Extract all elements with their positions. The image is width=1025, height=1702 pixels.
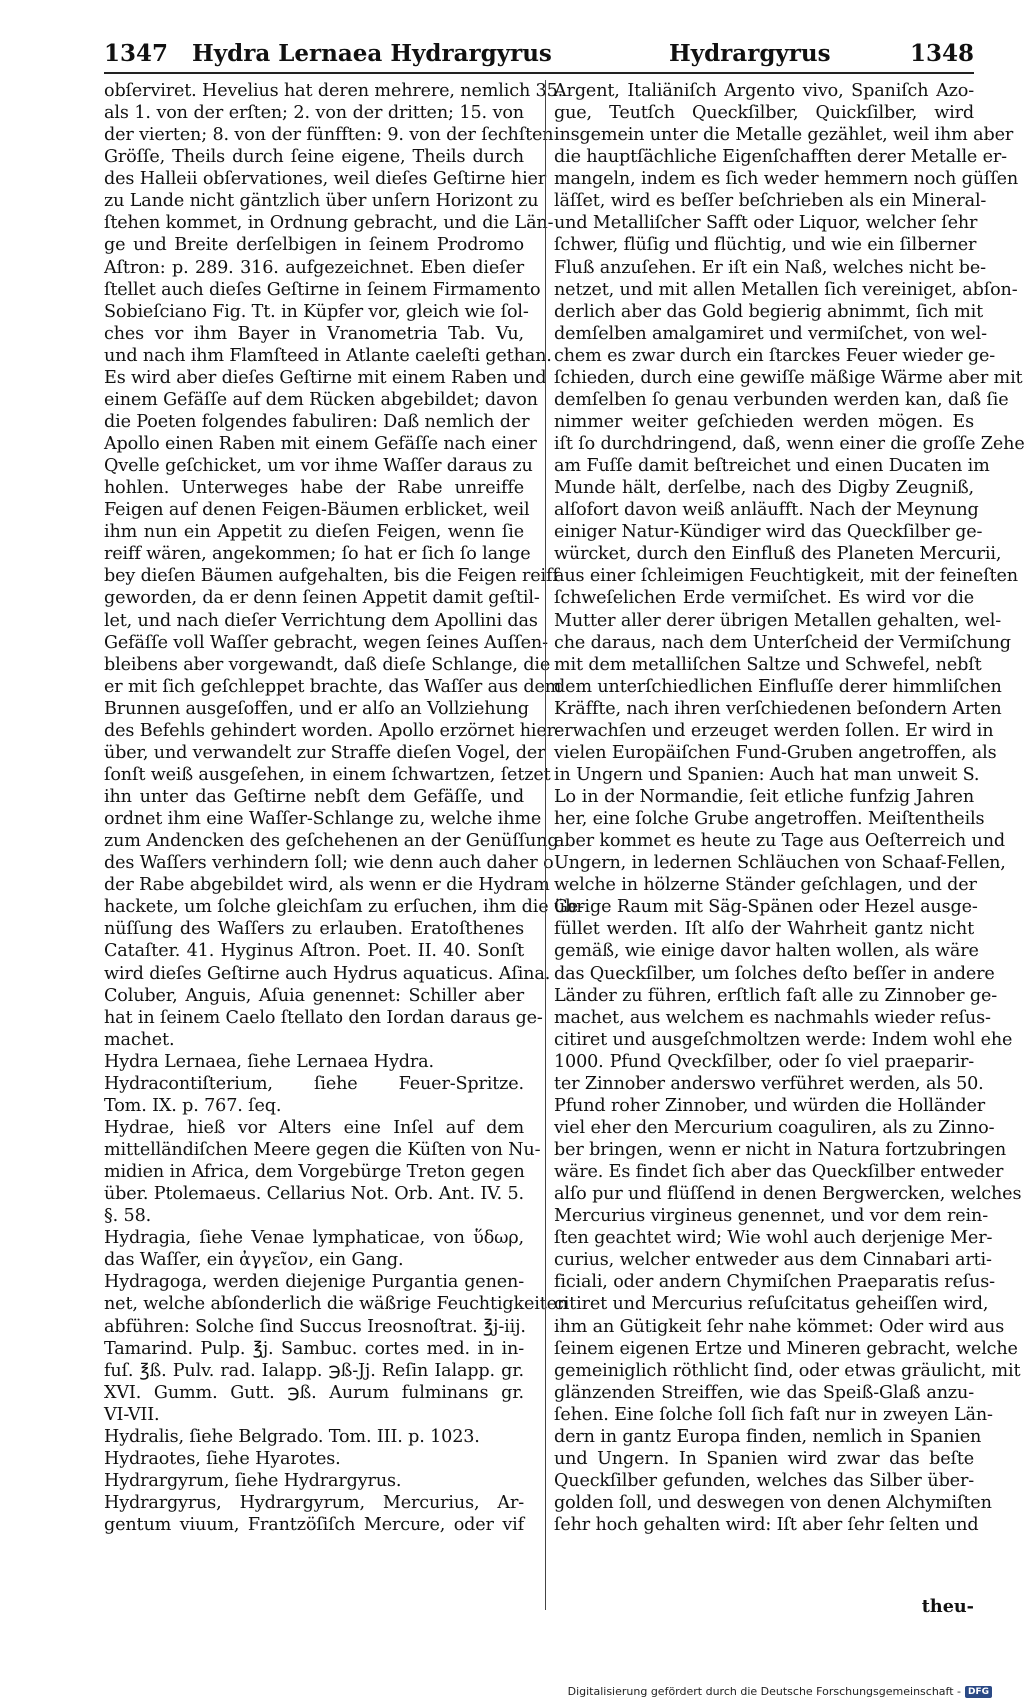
right-column-line: gemäß, wie einige davor halten wollen, als wäre <box>554 941 979 962</box>
right-column-line: gemeiniglich röthlicht ſind, oder etwas gräulicht, mit <box>554 1360 1021 1381</box>
left-column-line: und nach ihm Flamſteed in Atlante caeleſti gethan. <box>104 345 552 366</box>
left-column-line: mittelländiſchen Meere gegen die Küſten von Nu- <box>104 1140 541 1160</box>
right-column-line: ter Zinnober anderswo verführet werden, als 50. <box>554 1073 984 1094</box>
right-column-line: ber bringen, wenn er nicht in Natura fortzubringen <box>554 1140 1007 1160</box>
dfg-logo: DFG <box>965 1686 992 1698</box>
right-column-line: ſchweſelichen Erde vermiſchet. Es wird vor die <box>554 588 974 609</box>
left-column-line: VI-VII. <box>104 1404 160 1425</box>
right-column-line: ſchwer, flüſig und flüchtig, und wie ein ſilberner <box>554 235 977 256</box>
left-column-line: XVI. Gumm. Gutt. ℈ß. Aurum fulminans gr. <box>104 1382 524 1403</box>
right-column-line: curius, welcher entweder aus dem Cinnabari arti- <box>554 1250 992 1271</box>
right-column-line: Ungern, in ledernen Schläuchen von Schaaf-Fellen, <box>554 853 1006 874</box>
left-column-line: fuſ. ℥ß. Pulv. rad. Ialapp. ℈ß-Jj. Reſin Ialapp. gr. <box>104 1360 524 1381</box>
right-column-line: chem es zwar durch ein ſtarckes Feuer wieder ge- <box>554 345 996 366</box>
right-column-line: ſehen. Eine ſolche ſoll ſich faſt nur in zweyen Län- <box>554 1404 993 1425</box>
left-column-line: die Poeten folgendes fabuliren: Daß nemlich der <box>104 411 530 432</box>
digitization-credit: Digitalisierung gefördert durch die Deutsche Forschungsgemeinschaft - <box>567 1685 961 1698</box>
left-column-line: bey dieſen Bäumen aufgehalten, bis die Feigen reiff <box>104 566 559 587</box>
left-column-line: Hydracontiſterium, ſiehe Feuer-Spritze. <box>104 1073 524 1094</box>
left-column-line: Feigen auf denen Feigen-Bäumen erblicket, weil <box>104 500 530 521</box>
right-column-line: am Fuſſe damit beſtreichet und einen Ducaten im <box>554 456 990 477</box>
right-column-line: gue, Teutſch Queckſilber, Quickſilber, wird <box>554 103 974 124</box>
left-column-line: hackete, um ſolche gleichſam zu erſuchen, ihm die Ge- <box>104 897 584 918</box>
right-column-line: läſſet, wird es beſſer beſchrieben als ein Mineral- <box>554 191 987 212</box>
left-column-line: abführen: Solche ſind Succus Ireosnoſtrat. ℥j-iij. <box>104 1316 526 1337</box>
left-column-line: wird dieſes Geſtirne auch Hydrus aquaticus. Aſina. <box>104 963 551 984</box>
right-column-line: citiret und Mercurius reſuſcitatus geheiſſen wird, <box>554 1294 989 1315</box>
left-column-line: §. 58. <box>104 1206 152 1227</box>
right-column-line: citiret und ausgeſchmoltzen werde: Indem wohl ehe <box>554 1029 1013 1050</box>
right-column-line: her, eine ſolche Grube angetroffen. Meiſtentheils <box>554 809 985 830</box>
left-column-line: let, und nach dieſer Verrichtung dem Apollini das <box>104 610 538 631</box>
right-column-line: Munde hält, derſelbe, nach des Digby Zeugniß, <box>554 478 974 499</box>
right-column-line: alſofort davon weiß anläufft. Nach der Meynung <box>554 500 979 521</box>
left-column-line: über. Ptolemaeus. Cellarius Not. Orb. Ant. IV. 5. <box>104 1184 524 1205</box>
page-header <box>104 40 974 74</box>
column-divider <box>545 80 546 1610</box>
left-column-line: Gefäſſe voll Waſſer gebracht, wegen ſeines Auſſen- <box>104 632 548 653</box>
right-column-line: aus einer ſchleimigen Feuchtigkeit, mit der feineſten <box>554 566 1018 587</box>
left-column-line: das Waſſer, ein ἀγγεῖον, ein Gang. <box>104 1250 404 1271</box>
right-column-line: machet, aus welchem es nachmahls wieder reſus- <box>554 1007 991 1028</box>
left-column-line: Hydragoga, werden diejenige Purgantia genen- <box>104 1272 524 1293</box>
right-column-line: Kräffte, nach ihren verſchiedenen beſondern Arten <box>554 698 1002 719</box>
catchword: theu- <box>921 1596 974 1617</box>
right-column-line: iſt ſo durchdringend, daß, wenn einer die groſſe Zehe <box>554 434 1025 454</box>
left-column-line: machet. <box>104 1029 175 1050</box>
left-column-line: net, welche abſonderlich die wäßrige Feuchtigkeiten <box>104 1294 569 1315</box>
left-column-line: nüſſung des Waſſers zu erlauben. Eratoſthenes <box>104 919 524 940</box>
right-column-line: che daraus, nach dem Unterſcheid der Vermiſchung <box>554 632 1011 653</box>
header-left <box>104 40 552 67</box>
left-column-line: der vierten; 8. von der fünfften: 9. von der ſechſten <box>104 125 554 146</box>
left-column-line: ge und Breite derſelbigen in ſeinem Prodromo <box>104 235 524 256</box>
right-column-line: Pfund roher Zinnober, und würden die Holländer <box>554 1095 986 1116</box>
right-column-line: dem unterſchiedlichen Einfluſſe derer himmliſchen <box>554 676 1002 697</box>
left-column-line: ihm nun ein Appetit zu dieſen Feigen, wenn ſie <box>104 522 524 543</box>
left-column-line: geworden, da er denn ſeinen Appetit damit geſtil- <box>104 588 540 609</box>
left-column-line: ches vor ihm Bayer in Vranometria Tab. Vu, <box>104 323 524 344</box>
left-column-line: ſtellet auch dieſes Geſtirne in ſeinem Firmamento <box>104 279 541 300</box>
left-running-title: Hydra Lernaea Hydrargyrus <box>192 40 552 67</box>
right-column-line: und Metalliſcher Safft oder Liquor, welcher ſehr <box>554 213 978 234</box>
right-column-line: golden ſoll, und deswegen von denen Alchymiſten <box>554 1493 992 1513</box>
left-column-line: Hydraotes, ſiehe Hyarotes. <box>104 1448 341 1469</box>
left-column-line: Hydrae, hieß vor Alters eine Inſel auf dem <box>104 1117 524 1138</box>
right-column-line: 1000. Pfund Qveckſilber, oder ſo viel praeparir- <box>554 1051 974 1072</box>
left-column-line: zum Andencken des geſchehenen an der Genüſſung <box>104 831 559 852</box>
left-column-line: des Halleii obſervationes, weil dieſes Geſtirne hier <box>104 169 547 190</box>
right-column-line: Argent, Italiäniſch Argento vivo, Spaniſch Azo- <box>554 81 974 101</box>
right-column-line: das Queckſilber, um ſolches deſto beſſer in andere <box>554 963 995 984</box>
right-page-number: 1348 <box>909 40 974 67</box>
left-column-line: zu Lande nicht gäntzlich über unſern Horizont zu <box>104 191 539 212</box>
right-column-line: alſo pur und flüſſend in denen Bergwercken, welches <box>554 1184 1022 1205</box>
left-column-line: Hydragia, ſiehe Venae lymphaticae, von ὕδωρ, <box>104 1228 524 1249</box>
right-column-line: viel eher den Mercurium coaguliren, als zu Zinno- <box>554 1117 995 1138</box>
left-column-line: des Befehls gehindert worden. Apollo erzörnet hier- <box>104 720 561 741</box>
right-column-line: und Ungern. In Spanien wird zwar das beſte <box>554 1448 974 1469</box>
left-column-line: Qvelle geſchicket, um vor ihme Waſſer daraus zu <box>104 456 533 477</box>
left-column-line: midien in Africa, dem Vorgebürge Treton gegen <box>104 1162 525 1183</box>
right-column-line: mit dem metalliſchen Saltze und Schwefel, nebſt <box>554 654 982 675</box>
left-text-column <box>104 80 584 1536</box>
right-column-line: Länder zu führen, erſtlich faſt alle zu Zinnober ge- <box>554 985 998 1006</box>
right-column-line: glänzenden Streiffen, wie das Speiß-Glaß anzu- <box>554 1382 974 1403</box>
left-column-line: Tamarind. Pulp. ℥j. Sambuc. cortes med. in in- <box>104 1338 524 1359</box>
left-column-line: der Rabe abgebildet wird, als wenn er die Hydram <box>104 875 550 896</box>
right-column-line: ſchieden, durch eine gewiſſe mäßige Wärme aber mit <box>554 367 1023 388</box>
right-column-line: ſehr hoch gehalten wird: Iſt aber ſehr ſelten und <box>554 1515 979 1536</box>
left-page-number: 1347 <box>104 40 169 67</box>
left-column-line: Tom. IX. p. 767. ſeq. <box>104 1095 282 1116</box>
left-column-line: einem Gefäſſe auf dem Rücken abgebildet; davon <box>104 389 538 410</box>
left-column-line: Es wird aber dieſes Geſtirne mit einem Raben und <box>104 367 547 388</box>
left-column-line: reiff wären, angekommen; ſo hat er ſich ſo lange <box>104 544 531 565</box>
right-column-line: ſten geachtet wird; Wie wohl auch derjenige Mer- <box>554 1228 993 1249</box>
right-column-line: die hauptſächliche Eigenſchafften derer Metalle er- <box>554 147 1007 168</box>
left-column-line: Aſtron: p. 289. 316. aufgezeichnet. Eben dieſer <box>104 257 524 278</box>
right-running-title: Hydrargyrus <box>669 40 831 67</box>
right-column-line: würcket, durch den Einfluß des Planeten Mercurii, <box>554 544 1002 565</box>
page-footer <box>568 1685 992 1698</box>
left-column-line: bleibens aber vorgewandt, daß dieſe Schlange, die <box>104 654 551 675</box>
right-column-line: einiger Natur-Kündiger wird das Queckſilber ge- <box>554 522 983 543</box>
left-column-line: Sobieſciano Fig. Tt. in Küpfer vor, gleich wie ſol- <box>104 301 529 322</box>
left-column-line: über, und verwandelt zur Straffe dieſen Vogel, der <box>104 742 546 763</box>
right-column-line: insgemein unter die Metalle gezählet, weil ihm aber <box>554 125 1014 146</box>
left-column-line: ihn unter das Geſtirne nebſt dem Gefäſſe, und <box>104 787 524 807</box>
left-column-line: ordnet ihm eine Waſſer-Schlange zu, welche ihme <box>104 809 542 830</box>
right-column-line: welche in hölzerne Ständer geſchlagen, und der <box>554 875 977 896</box>
left-column-line: Hydrargyrus, Hydrargyrum, Mercurius, Ar- <box>104 1493 524 1513</box>
right-column-line: füllet werden. Iſt alſo der Wahrheit gantz nicht <box>554 919 974 940</box>
right-column-line: aber kommet es heute zu Tage aus Oeſterreich und <box>554 831 1005 852</box>
right-column-line: ihm an Gütigkeit ſehr nahe kömmet: Oder wird aus <box>554 1316 1005 1337</box>
right-column-line: ſeinem eigenen Ertze und Mineren gebracht, welche <box>554 1338 1018 1359</box>
right-column-line: Lo in der Normandie, ſeit etliche funfzig Jahren <box>554 787 974 807</box>
left-column-line: Hydrargyrum, ſiehe Hydrargyrus. <box>104 1470 402 1491</box>
left-column-line: hat in ſeinem Caelo ſtellato den Iordan daraus ge- <box>104 1007 543 1028</box>
right-column-line: wäre. Es findet ſich aber das Queckſilber entweder <box>554 1162 1004 1183</box>
left-column-line: ſonſt weiß ausgeſehen, in einem ſchwartzen, ſetzet <box>104 764 551 785</box>
left-column-line: obſerviret. Hevelius hat deren mehrere, nemlich 35. <box>104 81 564 101</box>
left-column-line: Cataſter. 41. Hyginus Aſtron. Poet. II. 40. Sonſt <box>104 941 524 962</box>
right-column-line: netzet, und mit allen Metallen ſich vereiniget, abſon- <box>554 279 1018 300</box>
right-column-line: Queckſilber gefunden, welches das Silber über- <box>554 1470 974 1491</box>
right-column-line: demſelben ſo genau verbunden werden kan, daß ſie <box>554 389 1009 410</box>
left-column-line: Brunnen ausgeſoffen, und er alſo an Vollziehung <box>104 698 529 719</box>
left-column-line: Hydralis, ſiehe Belgrado. Tom. III. p. 1023. <box>104 1426 480 1447</box>
left-column-line: hohlen. Unterweges habe der Rabe unreiffe <box>104 478 524 499</box>
left-column-line: Coluber, Anguis, Aſuia genennet: Schiller aber <box>104 985 524 1006</box>
right-column-line: Fluß anzuſehen. Er iſt ein Naß, welches nicht be- <box>554 257 986 278</box>
right-column-line: übrige Raum mit Säg-Spänen oder Heƶel ausge- <box>554 897 978 918</box>
left-column-line: Apollo einen Raben mit einem Gefäſſe nach einer <box>104 434 537 454</box>
right-column-line: demſelben amalgamiret und vermiſchet, von wel- <box>554 323 987 344</box>
right-column-line: Mercurius virgineus genennet, und vor dem rein- <box>554 1206 988 1227</box>
right-text-column <box>554 80 1025 1536</box>
right-column-line: Mutter aller derer übrigen Metallen gehalten, wel- <box>554 610 1002 631</box>
left-column-line: er mit ſich geſchleppet brachte, das Waſſer aus dem <box>104 676 562 697</box>
right-column-line: derlich aber das Gold begierig abnimmt, ſich mit <box>554 301 984 322</box>
right-column-line: dern in gantz Europa finden, nemlich in Spanien <box>554 1426 982 1447</box>
right-column-line: ficiali, oder andern Chymiſchen Praeparatis reſus- <box>554 1272 995 1293</box>
left-column-line: des Waſſers verhindern ſoll; wie denn auch daher o <box>104 853 554 874</box>
right-column-line: vielen Europäiſchen Fund-Gruben angetroffen, als <box>554 742 997 763</box>
left-column-line: gentum viuum, Frantzöſiſch Mercure, oder vif <box>104 1515 524 1536</box>
right-column-line: mangeln, indem es ſich weder hemmern noch güſſen <box>554 169 1019 190</box>
left-column-line: als 1. von der erſten; 2. von der dritten; 15. von <box>104 103 524 124</box>
right-column-line: erwachſen und erzeuget werden ſollen. Er wird in <box>554 720 994 741</box>
left-column-line: ſtehen kommet, in Ordnung gebracht, und die Län- <box>104 213 554 234</box>
left-column-line: Gröſſe, Theils durch ſeine eigene, Theils durch <box>104 147 524 168</box>
right-column-line: in Ungern und Spanien: Auch hat man unweit S. <box>554 764 980 785</box>
right-column-line: nimmer weiter geſchieden werden mögen. Es <box>554 411 974 432</box>
left-column-line: Hydra Lernaea, ſiehe Lernaea Hydra. <box>104 1051 434 1072</box>
header-rule <box>104 72 974 74</box>
